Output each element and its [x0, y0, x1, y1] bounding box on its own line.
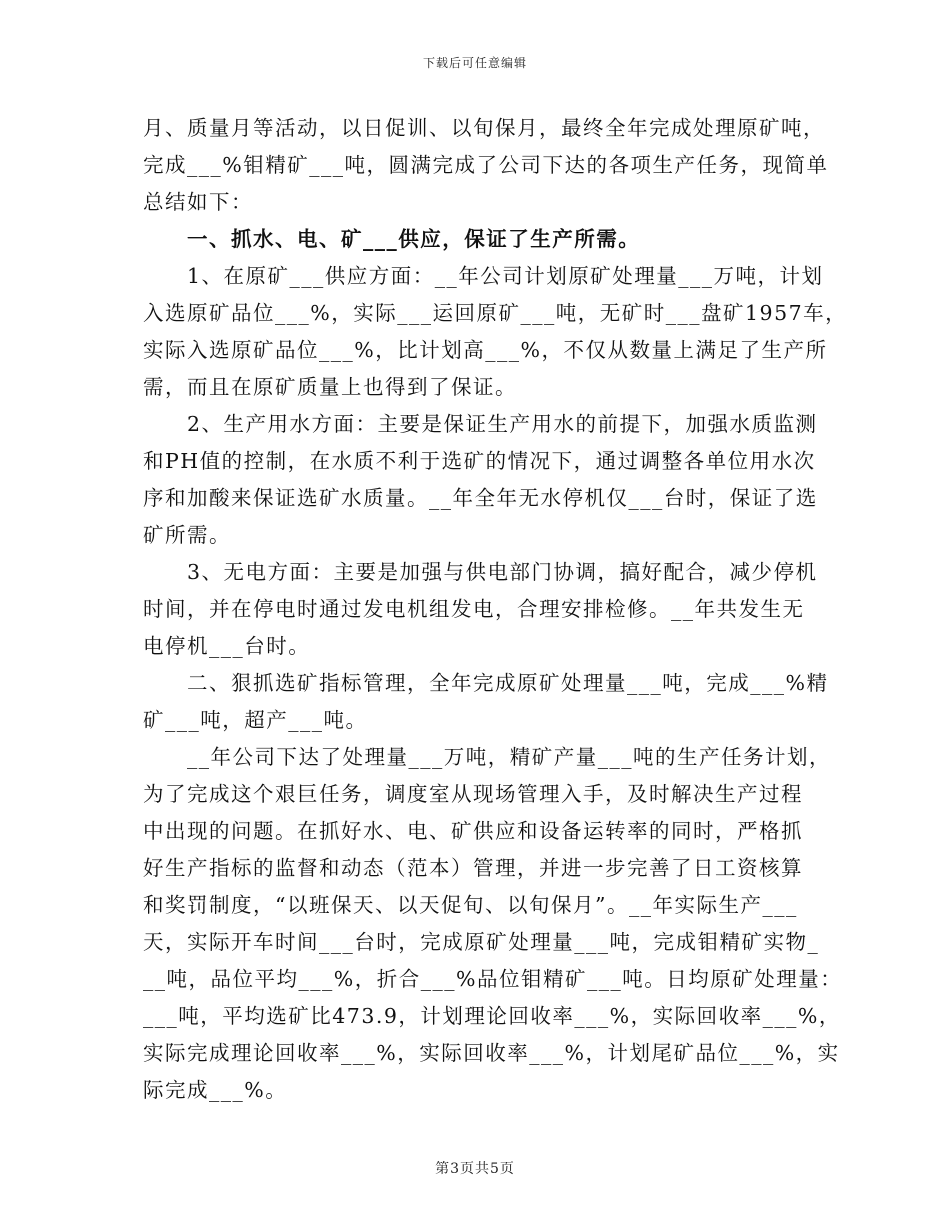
text-line: __吨，品位平均___%，折合___%品位钼精矿___吨。日均原矿处理量：: [143, 967, 843, 991]
text-line: 电停机___台时。: [143, 634, 311, 658]
text-line: 际完成___%。: [143, 1078, 288, 1102]
document-body: [143, 110, 848, 1109]
page-header: 下载后可任意编辑: [422, 56, 527, 70]
text-line: 实际完成理论回收率___%，实际回收率___%，计划尾矿品位___%，实: [143, 1041, 840, 1065]
text-line: 中出现的问题。在抓好水、电、矿供应和设备运转率的同时，严格抓: [143, 819, 803, 843]
section-heading: 二、狠抓选矿指标管理，全年完成原矿处理量___吨，完成___%精: [187, 671, 829, 695]
text-line: 2、生产用水方面：主要是保证生产用水的前提下，加强水质监测: [187, 412, 818, 436]
text-line: 月、质量月等活动，以日促训、以旬保月，最终全年完成处理原矿吨，: [143, 116, 825, 140]
text-line: 完成___%钼精矿___吨，圆满完成了公司下达的各项生产任务，现简单: [143, 153, 829, 177]
text-line: 和奖罚制度，“以班保天、以天促旬、以旬保月”。__年实际生产___: [143, 893, 798, 917]
text-line: 和PH值的控制，在水质不利于选矿的情况下，通过调整各单位用水次: [143, 449, 816, 473]
text-line: 1、在原矿___供应方面：__年公司计划原矿处理量___万吨，计划: [187, 264, 824, 288]
text-line: 矿所需。: [143, 523, 231, 547]
text-line: 时间，并在停电时通过发电机组发电，合理安排检修。__年共发生无: [143, 597, 805, 621]
text-line: 为了完成这个艰巨任务，调度室从现场管理入手，及时解决生产过程: [143, 782, 803, 806]
text-line: 好生产指标的监督和动态（范本）管理，并进一步完善了日工资核算: [143, 856, 803, 880]
text-line: 3、无电方面：主要是加强与供电部门协调，搞好配合，减少停机: [187, 560, 818, 584]
text-line: 需，而且在原矿质量上也得到了保证。: [143, 375, 517, 399]
text-line: 总结如下：: [143, 190, 253, 214]
section-heading: 一、抓水、电、矿___供应，保证了生产所需。: [187, 227, 641, 251]
text-line: ___吨，平均选矿比473.9，计划理论回收率___%，实际回收率___%，: [143, 1004, 841, 1028]
text-line: 天，实际开车时间___台时，完成原矿处理量___吨，完成钼精矿实物_: [143, 930, 820, 954]
text-line: 矿___吨，超产___吨。: [143, 708, 368, 732]
text-line: 实际入选原矿品位___%，比计划高___%，不仅从数量上满足了生产所: [143, 338, 828, 362]
text-line: 序和加酸来保证选矿水质量。__年全年无水停机仅___台时，保证了选: [143, 486, 818, 510]
text-line: __年公司下达了处理量___万吨，精矿产量___吨的生产任务计划，: [187, 745, 831, 769]
text-line: 入选原矿品位___%，实际___运回原矿___吨，无矿时___盘矿1957车，: [143, 301, 848, 325]
page-footer: 第3页共5页: [435, 1161, 515, 1177]
